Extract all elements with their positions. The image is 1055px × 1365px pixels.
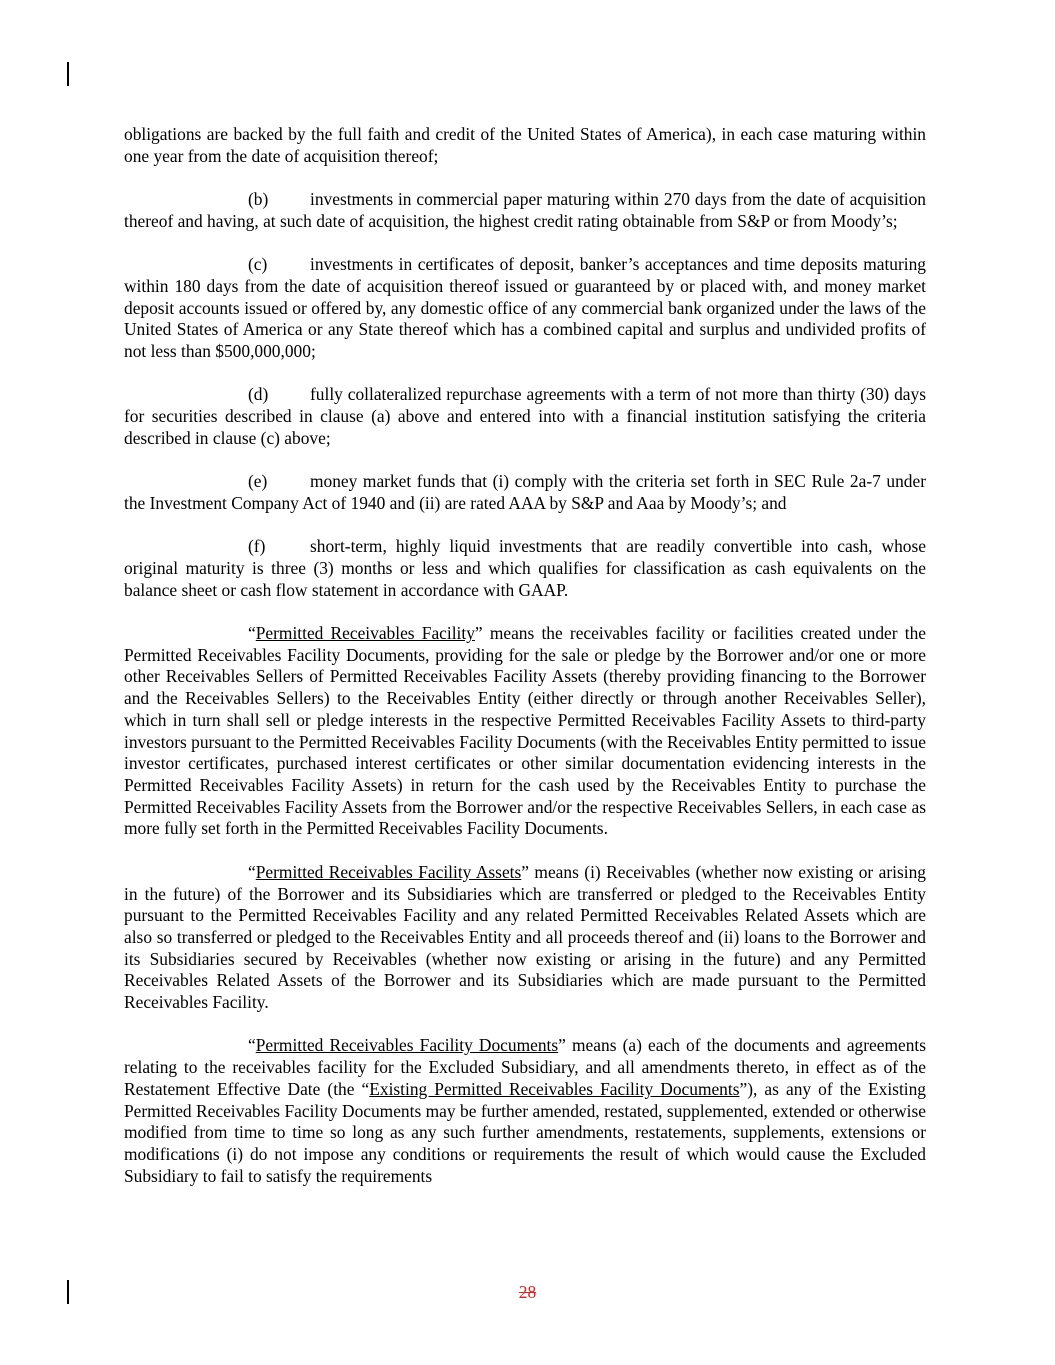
definition-permitted-receivables-facility-assets	[124, 862, 926, 1014]
clause-letter: (f)	[248, 536, 266, 557]
opening-paragraph: obligations are backed by the full faith and credit of the United States of America), in each case maturing within one year from the date of acquisition thereof;	[124, 124, 926, 166]
clause-e	[124, 471, 926, 514]
open-quote: “	[248, 623, 256, 644]
close-quote: ”	[474, 623, 483, 644]
clause-text: money market funds that (i) comply with the criteria set forth in SEC Rule 2a-7 under the Investment Company Act of 1940 and (ii) are rated AAA by S&P and Aaa by Moody’s; and	[124, 471, 926, 513]
clause-letter: (b)	[248, 189, 269, 210]
defined-term: Permitted Receivables Facility Assets	[255, 861, 522, 882]
definition-permitted-receivables-facility-documents	[124, 1035, 926, 1187]
close-quote: ”	[558, 1035, 566, 1056]
open-quote: “	[248, 861, 256, 882]
definition-body: means the receivables facility or facilities created under the Permitted Receivables Facility Documents, providing for the sale or pledge by the Borrower and/or one or more other Receivables Sellers of Permitted Receivables Facility Assets (thereby providing financing to the Borrower and the Receivables Sellers) to the Receivables Entity (either directly or through another Receivables Seller), which in turn shall sell or pledge interests in the respective Permitted Receivables Facility Assets to third-party investors pursuant to the Permitted Receivables Facility Documents (with the Receivables Entity permitted to issue investor certificates, purchased interest certificates or other similar documentation evidencing interests in the Permitted Receivables Facility Assets) in return for the cash used by the Receivables Entity to purchase the Permitted Receivables Facility Assets from the Borrower and/or the respective Receivables Sellers, in each case as more fully set forth in the Permitted Receivables Facility Documents.	[124, 623, 926, 839]
clause-b	[124, 189, 926, 232]
page-number: 28	[518, 1282, 537, 1302]
defined-term: Permitted Receivables Facility Documents	[255, 1035, 559, 1056]
clause-letter: (d)	[248, 384, 269, 405]
definition-permitted-receivables-facility	[124, 623, 926, 840]
clause-letter: (c)	[248, 254, 268, 275]
open-quote: “	[248, 1035, 256, 1056]
clause-f	[124, 536, 926, 601]
clause-letter: (e)	[248, 471, 268, 492]
revision-bar-top	[67, 62, 69, 86]
defined-term: Permitted Receivables Facility	[255, 623, 475, 644]
clause-text: investments in commercial paper maturing within 270 days from the date of acquisition thereof and having, at such date of acquisition, the highest credit rating obtainable from S&P or from Moody’s;	[124, 189, 926, 231]
clause-text: investments in certificates of deposit, banker’s acceptances and time deposits maturing within 180 days from the date of acquisition thereof issued or guaranteed by or placed with, and money market deposit accounts issued or offered by, any domestic office of any commercial bank organized under the laws of the United States of America or any State thereof which has a combined capital and surplus and undivided profits of not less than $500,000,000;	[124, 254, 926, 361]
document-body	[124, 124, 926, 1209]
clause-d	[124, 384, 926, 449]
clause-text: fully collateralized repurchase agreements with a term of not more than thirty (30) days for securities described in clause (a) above and entered into with a financial institution satisfying the criteria described in clause (c) above;	[124, 384, 926, 448]
clause-c	[124, 254, 926, 363]
inner-defined-term: Existing Permitted Receivables Facility Documents	[369, 1078, 740, 1099]
close-quote: ”	[521, 861, 529, 882]
clause-text: short-term, highly liquid investments that are readily convertible into cash, whose original maturity is three (3) months or less and which qualifies for classification as cash equivalents on the balance sheet or cash flow statement in accordance with GAAP.	[124, 536, 926, 600]
definition-body: means (a) each of the documents and agreements relating to the receivables facility for the Excluded Subsidiary, and all amendments thereto, in effect as of the Restatement Effective Date (the “	[124, 1035, 926, 1099]
definition-body-continued: ”), as any of the Existing Permitted Receivables Facility Documents may be further amended, restated, supplemented, extended or otherwise modified from time to time so long as any such further amendments, restatements, supplements, extensions or modifications (i) do not impose any conditions or requirements the result of which would cause the Excluded Subsidiary to fail to satisfy the requirements	[124, 1078, 926, 1186]
definition-body: means (i) Receivables (whether now existing or arising in the future) of the Borrower and its Subsidiaries which are transferred or pledged to the Receivables Entity pursuant to the Permitted Receivables Facility and any related Permitted Receivables Related Assets which are also so transferred or pledged to the Receivables Entity and all proceeds thereof and (ii) loans to the Borrower and its Subsidiaries secured by Receivables (whether now existing or arising in the future) and any Permitted Receivables Related Assets of the Borrower and its Subsidiaries which are made pursuant to the Permitted Receivables Facility.	[124, 861, 926, 1013]
